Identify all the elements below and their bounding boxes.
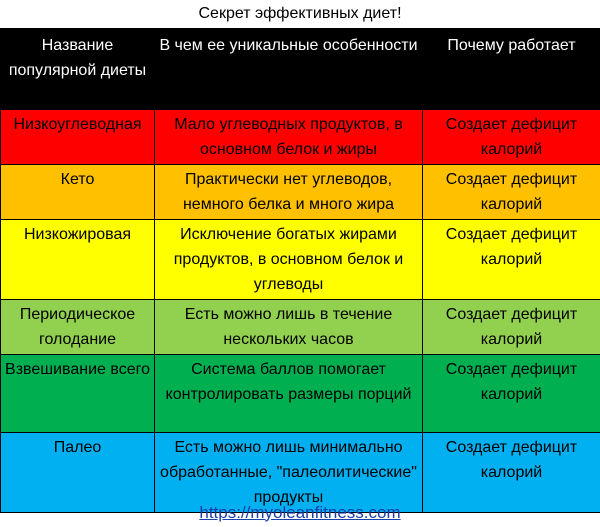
table-row [1, 110, 600, 165]
diet-why-cell: Создает дефицит калорий [423, 300, 600, 355]
diet-why-cell: Создает дефицит калорий [423, 433, 600, 513]
diet-feature-cell: Есть можно лишь минимально обработанные, "палеолитические" продукты [155, 433, 423, 513]
diet-feature-cell: Исключение богатых жирами продуктов, в основном белок и углеводы [155, 220, 423, 300]
diet-name-cell: Палео [1, 433, 155, 513]
diet-feature-cell: Практически нет углеводов, немного белка и много жира [155, 165, 423, 220]
diet-feature-cell: Есть можно лишь в течение нескольких часов [155, 300, 423, 355]
footer-link-row [0, 498, 600, 527]
diet-name-cell: Низкоуглеводная [1, 110, 155, 165]
diet-why-cell: Создает дефицит калорий [423, 355, 600, 433]
header-diet-name: Название популярной диеты [1, 30, 155, 110]
table-row [1, 300, 600, 355]
diet-why-cell: Создает дефицит калорий [423, 165, 600, 220]
table-title: Секрет эффективных диет! [0, 0, 600, 29]
diet-name-cell: Низкожировая [1, 220, 155, 300]
diet-name-cell: Кето [1, 165, 155, 220]
diet-name-cell: Периодическое голодание [1, 300, 155, 355]
header-features: В чем ее уникальные особенности [155, 30, 423, 110]
diet-name-cell: Взвешивание всего [1, 355, 155, 433]
table-row [1, 355, 600, 433]
table-row [1, 220, 600, 300]
website-link[interactable]: https://myoleanfitness.com [199, 502, 401, 522]
header-why-works: Почему работает [423, 30, 600, 110]
header-row [1, 30, 600, 110]
table-row [1, 165, 600, 220]
diet-comparison-table [0, 29, 600, 513]
diet-why-cell: Создает дефицит калорий [423, 110, 600, 165]
diet-feature-cell: Система баллов помогает контролировать размеры порций [155, 355, 423, 433]
diet-feature-cell: Мало углеводных продуктов, в основном белок и жиры [155, 110, 423, 165]
diet-why-cell: Создает дефицит калорий [423, 220, 600, 300]
